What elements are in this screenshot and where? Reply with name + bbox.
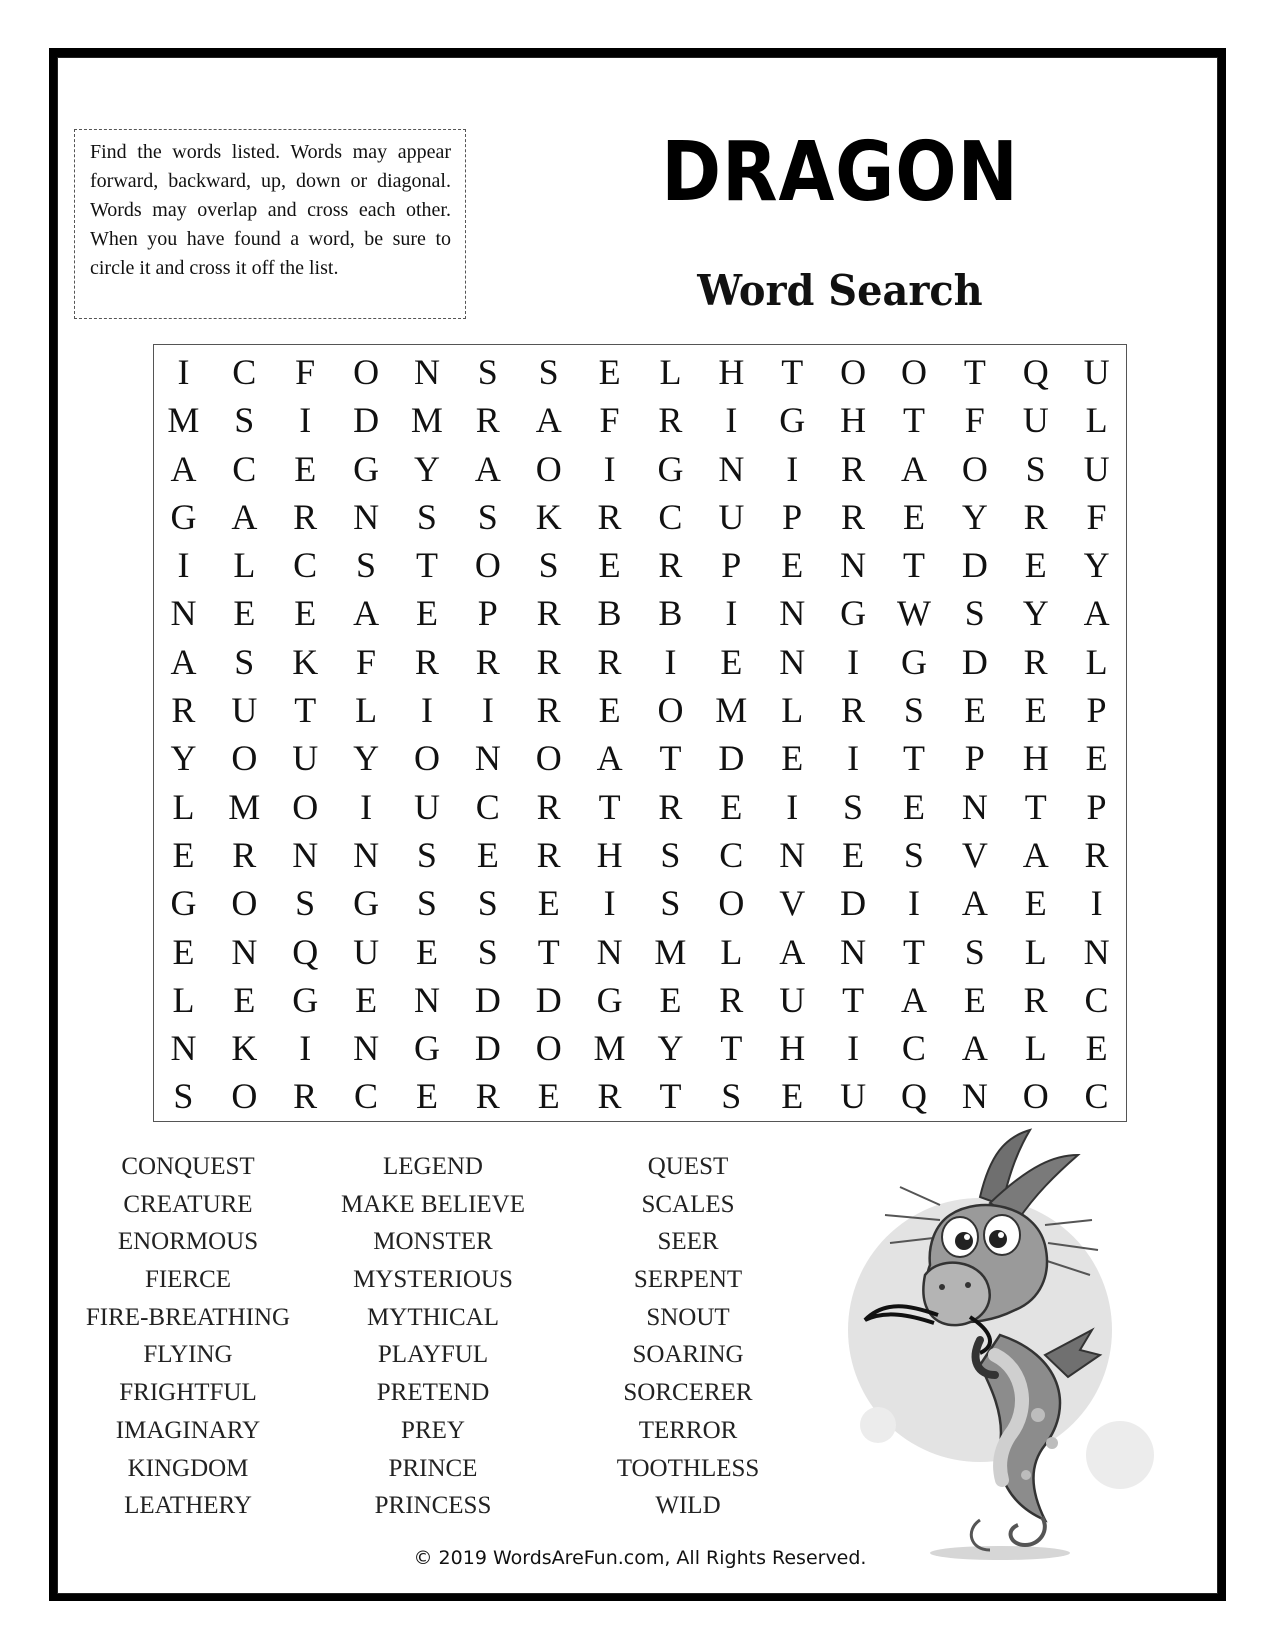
grid-letter: G — [413, 1028, 440, 1069]
grid-letter: T — [294, 690, 317, 731]
word-list-item: SERPENT — [633, 1266, 743, 1294]
grid-letter: O — [413, 738, 440, 779]
grid-letter: N — [292, 834, 319, 875]
grid-letter: I — [603, 448, 616, 489]
grid-letter: N — [170, 1028, 197, 1069]
grid-letter: I — [786, 786, 799, 827]
grid-letter: V — [961, 834, 988, 875]
word-list-column-1 — [78, 1148, 298, 1525]
grid-letter: N — [353, 1028, 380, 1069]
grid-letter: O — [474, 545, 501, 586]
grid-letter: C — [901, 1028, 926, 1069]
grid-letter: N — [413, 352, 440, 392]
word-list-item: MYSTERIOUS — [353, 1266, 513, 1294]
grid-letter: I — [847, 738, 860, 779]
grid-letter: S — [356, 545, 377, 586]
grid-letter: S — [295, 883, 316, 924]
grid-letter: E — [415, 593, 438, 634]
grid-letter: E — [963, 690, 986, 731]
grid-letter: N — [961, 786, 988, 827]
grid-letter: H — [1022, 738, 1049, 779]
grid-letter: D — [961, 641, 988, 682]
word-list-item: IMAGINARY — [115, 1416, 261, 1444]
grid-letter: O — [657, 690, 684, 731]
grid-letter: A — [900, 448, 927, 489]
word-list-item: LEGEND — [383, 1153, 483, 1180]
grid-letter: Y — [170, 738, 197, 779]
grid-letter: A — [170, 641, 197, 682]
grid-letter: O — [353, 352, 380, 392]
grid-letter: I — [177, 545, 190, 586]
grid-letter: Q — [900, 1076, 927, 1117]
grid-letter: L — [355, 690, 378, 731]
grid-letter: A — [474, 448, 501, 489]
grid-letter: O — [231, 738, 258, 779]
grid-letter: A — [170, 448, 197, 489]
grid-letter: B — [597, 593, 622, 634]
grid-letter: N — [961, 1076, 988, 1117]
grid-letter: O — [535, 448, 562, 489]
grid-letter: U — [840, 1076, 867, 1117]
grid-letter: T — [902, 738, 925, 779]
grid-letter: S — [843, 786, 864, 827]
grid-letter: N — [353, 834, 380, 875]
grid-letter: E — [659, 979, 682, 1020]
grid-letter: C — [232, 352, 257, 392]
grid-letter: I — [420, 690, 433, 731]
grid-letter: E — [720, 786, 743, 827]
grid-letter: T — [537, 931, 560, 972]
grid-letter: W — [896, 593, 931, 634]
grid-letter: A — [1022, 834, 1049, 875]
word-list-item: FRIGHTFUL — [119, 1379, 257, 1407]
grid-letter: E — [720, 641, 743, 682]
grid-letter: S — [477, 352, 498, 392]
grid-letter: N — [353, 496, 380, 537]
grid-letter: F — [599, 400, 620, 441]
grid-letter: T — [781, 352, 804, 392]
grid-letter: T — [1024, 786, 1047, 827]
grid-letter: O — [535, 1028, 562, 1069]
grid-letter: S — [234, 400, 255, 441]
grid-letter: E — [415, 931, 438, 972]
grid-letter: E — [781, 738, 804, 779]
grid-letter: T — [902, 931, 925, 972]
grid-letter: P — [477, 593, 498, 634]
grid-letter: E — [598, 545, 621, 586]
grid-letter: T — [902, 400, 925, 441]
grid-letter: E — [902, 786, 925, 827]
grid-letter: E — [1085, 1028, 1108, 1069]
grid-letter: E — [1024, 690, 1047, 731]
grid-letter: U — [413, 786, 440, 827]
grid-letter: E — [294, 593, 317, 634]
grid-letter: C — [1084, 979, 1109, 1020]
grid-letter: G — [900, 641, 927, 682]
word-list-item: SOARING — [632, 1341, 744, 1369]
grid-letter: S — [477, 496, 498, 537]
grid-letter: Y — [353, 738, 380, 779]
dragon-illustration — [830, 1125, 1190, 1565]
word-list-item: TERROR — [638, 1416, 738, 1444]
grid-letter: N — [779, 834, 806, 875]
grid-letter: O — [535, 738, 562, 779]
grid-letter: L — [720, 931, 743, 972]
grid-letter: N — [779, 593, 806, 634]
word-list-item: MYTHICAL — [367, 1303, 499, 1331]
grid-letter: R — [719, 979, 744, 1020]
grid-letter: T — [659, 1076, 682, 1117]
word-list-item: SEER — [657, 1228, 719, 1256]
word-list-item: MAKE BELIEVE — [341, 1190, 525, 1218]
grid-letter: I — [481, 690, 494, 731]
grid-letter: R — [414, 641, 439, 682]
word-list-item: QUEST — [647, 1153, 729, 1180]
grid-letter: M — [654, 931, 687, 972]
grid-letter: R — [536, 641, 561, 682]
grid-letter: R — [841, 690, 866, 731]
grid-letter: S — [477, 931, 498, 972]
word-list-item: PRINCESS — [374, 1492, 492, 1520]
grid-letter: D — [474, 1028, 501, 1069]
grid-letter: C — [719, 834, 744, 875]
grid-letter: S — [538, 352, 559, 392]
grid-letter: C — [1084, 1076, 1109, 1117]
grid-letter: R — [658, 545, 683, 586]
grid-letter: M — [167, 400, 200, 441]
grid-letter: O — [961, 448, 988, 489]
grid-letter: R — [1023, 496, 1048, 537]
grid-letter: F — [1086, 496, 1107, 537]
grid-letter: U — [353, 931, 380, 972]
grid-letter: O — [231, 883, 258, 924]
grid-letter: I — [1090, 883, 1103, 924]
grid-letter: C — [658, 496, 683, 537]
grid-letter: L — [172, 786, 195, 827]
grid-letter: R — [1084, 834, 1109, 875]
grid-letter: C — [354, 1076, 379, 1117]
grid-letter: R — [1023, 979, 1048, 1020]
grid-letter: I — [847, 641, 860, 682]
grid-letter: E — [781, 545, 804, 586]
grid-letter: N — [170, 593, 197, 634]
grid-letter: R — [536, 593, 561, 634]
grid-letter: T — [598, 786, 621, 827]
grid-letter: L — [1085, 400, 1108, 441]
grid-letter: F — [295, 352, 316, 392]
grid-letter: U — [1083, 352, 1110, 392]
word-list-item: FIERCE — [144, 1266, 232, 1294]
grid-letter: T — [415, 545, 438, 586]
grid-letter: R — [597, 496, 622, 537]
grid-letter: R — [841, 496, 866, 537]
grid-letter: B — [658, 593, 683, 634]
puzzle-title: DRAGON — [661, 125, 1019, 220]
grid-letter: S — [477, 883, 498, 924]
grid-letter: L — [781, 690, 804, 731]
grid-letter: L — [659, 352, 682, 392]
grid-letter: U — [231, 690, 258, 731]
grid-letter: N — [718, 448, 745, 489]
grid-letter: E — [476, 834, 499, 875]
grid-letter: Y — [413, 448, 440, 489]
grid-letter: A — [900, 979, 927, 1020]
word-list-item: ENORMOUS — [117, 1228, 259, 1256]
grid-letter: O — [840, 352, 867, 392]
puzzle-subtitle: Word Search — [697, 266, 983, 315]
grid-letter: G — [779, 400, 806, 441]
grid-letter: E — [355, 979, 378, 1020]
grid-letter: E — [598, 690, 621, 731]
word-list — [78, 1148, 808, 1525]
grid-letter: R — [1023, 641, 1048, 682]
grid-letter: I — [177, 352, 190, 392]
grid-letter: U — [1022, 400, 1049, 441]
grid-letter: Q — [1022, 352, 1049, 392]
grid-letter: D — [474, 979, 501, 1020]
word-list-item: PRETEND — [376, 1379, 490, 1407]
grid-letter: M — [715, 690, 748, 731]
grid-letter: D — [718, 738, 745, 779]
grid-letter: Y — [1083, 545, 1110, 586]
grid-letter: L — [233, 545, 256, 586]
grid-letter: V — [779, 883, 806, 924]
grid-letter: S — [903, 690, 924, 731]
grid-letter: E — [415, 1076, 438, 1117]
grid-letter: A — [535, 400, 562, 441]
grid-letter: F — [356, 641, 377, 682]
grid-letter: R — [536, 786, 561, 827]
grid-letter: N — [596, 931, 623, 972]
grid-letter: S — [964, 593, 985, 634]
grid-letter: N — [1083, 931, 1110, 972]
grid-letter: Y — [961, 496, 988, 537]
grid-letter: N — [231, 931, 258, 972]
word-list-item: SORCERER — [623, 1379, 753, 1407]
letter-grid — [153, 348, 1127, 1121]
grid-letter: N — [413, 979, 440, 1020]
grid-letter: E — [963, 979, 986, 1020]
grid-letter: S — [721, 1076, 742, 1117]
word-list-item: FLYING — [143, 1341, 233, 1369]
grid-letter: S — [538, 545, 559, 586]
grid-letter: U — [1083, 448, 1110, 489]
grid-letter: D — [535, 979, 562, 1020]
grid-letter: G — [596, 979, 623, 1020]
grid-letter: O — [1022, 1076, 1049, 1117]
word-list-item: FIRE-BREATHING — [85, 1303, 291, 1331]
grid-letter: E — [781, 1076, 804, 1117]
grid-letter: R — [171, 690, 196, 731]
grid-letter: I — [725, 593, 738, 634]
grid-letter: S — [660, 834, 681, 875]
grid-letter: U — [718, 496, 745, 537]
grid-letter: M — [593, 1028, 626, 1069]
grid-letter: A — [231, 496, 258, 537]
grid-letter: P — [1086, 690, 1107, 731]
grid-letter: I — [847, 1028, 860, 1069]
grid-letter: N — [474, 738, 501, 779]
grid-letter: R — [475, 641, 500, 682]
grid-letter: K — [231, 1028, 258, 1069]
grid-letter: P — [782, 496, 803, 537]
grid-letter: E — [902, 496, 925, 537]
grid-letter: E — [537, 1076, 560, 1117]
grid-letter: R — [536, 690, 561, 731]
grid-letter: D — [353, 400, 380, 441]
grid-letter: E — [233, 593, 256, 634]
grid-letter: O — [718, 883, 745, 924]
grid-letter: R — [536, 834, 561, 875]
grid-letter: A — [1083, 593, 1110, 634]
word-list-item: MONSTER — [373, 1228, 493, 1256]
grid-letter: Y — [1022, 593, 1049, 634]
grid-letter: E — [172, 834, 195, 875]
grid-letter: L — [1024, 931, 1047, 972]
grid-letter: U — [292, 738, 319, 779]
word-list-item: SCALES — [641, 1190, 735, 1218]
grid-letter: G — [840, 593, 867, 634]
grid-letter: I — [786, 448, 799, 489]
grid-letter: H — [779, 1028, 806, 1069]
grid-letter: R — [658, 786, 683, 827]
grid-letter: O — [292, 786, 319, 827]
grid-letter: D — [961, 545, 988, 586]
grid-letter: I — [360, 786, 373, 827]
grid-letter: Q — [292, 931, 319, 972]
grid-letter: F — [964, 400, 985, 441]
grid-letter: I — [299, 1028, 312, 1069]
grid-letter: R — [475, 400, 500, 441]
grid-letter: S — [234, 641, 255, 682]
instructions-box: Find the words listed. Words may appear forward, backward, up, down or diagonal. Words may overlap and cross each other. When you have found a word, be sure to circle it and cross it off the list. — [74, 129, 466, 319]
grid-letter: A — [779, 931, 806, 972]
grid-letter: G — [170, 883, 197, 924]
grid-letter: A — [596, 738, 623, 779]
grid-letter: O — [900, 352, 927, 392]
grid-letter: H — [840, 400, 867, 441]
grid-letter: C — [232, 448, 257, 489]
grid-letter: A — [353, 593, 380, 634]
grid-letter: S — [903, 834, 924, 875]
grid-letter: E — [233, 979, 256, 1020]
grid-letter: D — [840, 883, 867, 924]
word-list-item: CONQUEST — [121, 1153, 255, 1180]
grid-letter: L — [1085, 641, 1108, 682]
grid-letter: I — [725, 400, 738, 441]
grid-letter: S — [660, 883, 681, 924]
grid-letter: G — [353, 448, 380, 489]
grid-letter: E — [1024, 883, 1047, 924]
grid-letter: S — [1025, 448, 1046, 489]
grid-letter: S — [416, 496, 437, 537]
grid-letter: S — [173, 1076, 194, 1117]
grid-letter: I — [664, 641, 677, 682]
grid-letter: S — [416, 834, 437, 875]
grid-letter: L — [172, 979, 195, 1020]
grid-letter: Y — [657, 1028, 684, 1069]
grid-letter: R — [232, 834, 257, 875]
grid-letter: E — [842, 834, 865, 875]
grid-letter: C — [293, 545, 318, 586]
grid-letter: R — [597, 641, 622, 682]
grid-letter: N — [840, 545, 867, 586]
grid-letter: C — [475, 786, 500, 827]
grid-letter: S — [964, 931, 985, 972]
grid-letter: P — [721, 545, 742, 586]
grid-letter: H — [718, 352, 745, 392]
grid-letter: P — [1086, 786, 1107, 827]
grid-letter: E — [598, 352, 621, 392]
grid-letter: H — [596, 834, 623, 875]
grid-letter: I — [299, 400, 312, 441]
grid-letter: E — [1024, 545, 1047, 586]
word-list-item: CREATURE — [123, 1190, 253, 1218]
word-list-item: WILD — [655, 1492, 721, 1520]
grid-letter: T — [842, 979, 865, 1020]
grid-letter: G — [170, 496, 197, 537]
grid-letter: U — [779, 979, 806, 1020]
grid-letter: R — [658, 400, 683, 441]
word-list-item: PRINCE — [388, 1454, 478, 1482]
word-list-item: PREY — [401, 1416, 465, 1444]
grid-letter: E — [537, 883, 560, 924]
grid-letter: G — [657, 448, 684, 489]
grid-letter: T — [902, 545, 925, 586]
word-list-item: TOOTHLESS — [616, 1454, 760, 1482]
word-list-item: SNOUT — [646, 1303, 730, 1331]
grid-letter: S — [416, 883, 437, 924]
grid-letter: R — [293, 496, 318, 537]
grid-letter: K — [535, 496, 562, 537]
grid-letter: M — [410, 400, 443, 441]
copyright-notice: © 2019 WordsAreFun.com, All Rights Reserved. — [413, 1547, 867, 1569]
grid-letter: P — [964, 738, 985, 779]
grid-letter: T — [659, 738, 682, 779]
grid-letter: R — [293, 1076, 318, 1117]
word-list-item: PLAYFUL — [377, 1341, 489, 1369]
grid-letter: M — [228, 786, 261, 827]
grid-letter: G — [353, 883, 380, 924]
grid-letter: N — [779, 641, 806, 682]
grid-letter: I — [907, 883, 920, 924]
grid-letter: K — [292, 641, 319, 682]
word-list-item: LEATHERY — [124, 1492, 252, 1520]
grid-letter: I — [603, 883, 616, 924]
word-list-column-2 — [302, 1148, 564, 1525]
grid-letter: L — [1024, 1028, 1047, 1069]
grid-letter: A — [961, 883, 988, 924]
grid-letter: R — [597, 1076, 622, 1117]
grid-letter: R — [841, 448, 866, 489]
grid-letter: E — [1085, 738, 1108, 779]
grid-letter: R — [475, 1076, 500, 1117]
grid-letter: N — [840, 931, 867, 972]
grid-letter: E — [294, 448, 317, 489]
grid-letter: T — [963, 352, 986, 392]
word-list-column-3 — [568, 1148, 808, 1525]
grid-letter: E — [172, 931, 195, 972]
grid-letter: G — [292, 979, 319, 1020]
grid-letter: O — [231, 1076, 258, 1117]
grid-letter: T — [720, 1028, 743, 1069]
word-list-item: KINGDOM — [127, 1454, 249, 1482]
grid-letter: A — [961, 1028, 988, 1069]
